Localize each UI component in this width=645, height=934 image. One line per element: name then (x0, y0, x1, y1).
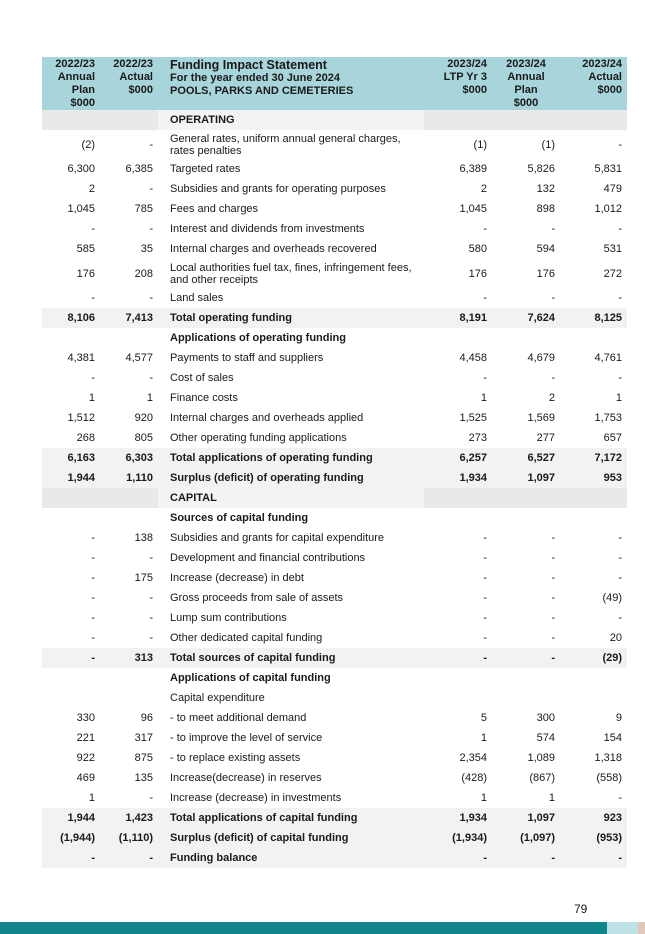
cell-2022-actual: - (149, 223, 153, 235)
cell-2022-actual: 135 (134, 772, 153, 784)
cell-2022-plan: - (91, 592, 95, 604)
cell-ltp: 4,458 (459, 352, 487, 364)
cell-2023-plan: - (551, 552, 555, 564)
table-row (42, 328, 627, 348)
cell-description: Sources of capital funding (170, 512, 309, 524)
cell-description: Targeted rates (170, 163, 241, 175)
cell-2023-actual: 479 (603, 183, 622, 195)
cell-description: Land sales (170, 292, 224, 304)
cell-2022-actual: - (149, 138, 153, 151)
cell-ltp: 1 (480, 792, 487, 804)
cell-description: Total applications of capital funding (170, 812, 358, 824)
cell-2022-actual: - (149, 852, 153, 864)
cell-2023-plan: 1,089 (527, 752, 555, 764)
cell-2022-actual: 317 (134, 732, 153, 744)
cell-description: Funding balance (170, 852, 258, 864)
table-row (42, 688, 627, 708)
cell-2023-actual: 20 (609, 632, 622, 644)
cell-description: Lump sum contributions (170, 612, 287, 624)
cell-2022-plan: - (91, 632, 95, 644)
cell-2023-plan: - (551, 852, 555, 864)
cell-description: Interest and dividends from investments (170, 223, 365, 235)
cell-description: - to replace existing assets (170, 752, 301, 764)
cell-2022-plan: (1,944) (60, 832, 95, 844)
cell-2023-plan: (1,097) (520, 832, 555, 844)
cell-2023-actual: - (618, 292, 622, 304)
cell-2023-actual: - (618, 792, 622, 804)
cell-description: Development and financial contributions (170, 552, 366, 564)
footer-bar-accent-2 (638, 922, 645, 934)
cell-2022-actual: 875 (134, 752, 153, 764)
cell-2022-actual: 785 (134, 203, 153, 215)
table-title: Funding Impact Statement (170, 58, 327, 72)
cell-2022-actual: 1,423 (125, 812, 153, 824)
cell-2022-plan: - (91, 292, 95, 304)
cell-description: Increase (decrease) in debt (170, 572, 304, 584)
cell-2022-plan: - (91, 223, 95, 235)
cell-description: Internal charges and overheads applied (170, 412, 364, 424)
cell-2023-actual: 953 (603, 472, 622, 484)
cell-ltp: - (483, 592, 487, 604)
cell-2023-actual: 531 (603, 243, 622, 255)
cell-description: - to improve the level of service (170, 732, 323, 744)
activity-name: POOLS, PARKS AND CEMETERIES (170, 85, 354, 97)
cell-2022-plan: 2 (88, 183, 95, 195)
cell-2023-plan: - (551, 612, 555, 624)
cell-description: Finance costs (170, 392, 238, 404)
cell-description: Increase (decrease) in investments (170, 792, 342, 804)
table-row (42, 388, 627, 408)
cell-2023-actual: - (618, 552, 622, 564)
cell-2023-plan: 594 (536, 243, 555, 255)
table-row (42, 828, 627, 848)
table-row (42, 568, 627, 588)
cell-2023-plan: - (551, 292, 555, 304)
table-row (42, 288, 627, 308)
cell-description: Applications of capital funding (170, 672, 331, 684)
table-row (42, 219, 627, 239)
cell-2022-actual: (1,110) (118, 832, 153, 844)
cell-2022-plan: - (91, 612, 95, 624)
cell-2023-plan: 132 (536, 183, 555, 195)
cell-2023-plan: 7,624 (527, 312, 555, 324)
cell-2023-actual: (49) (602, 592, 622, 604)
table-row (42, 308, 627, 328)
cell-ltp: 6,389 (459, 163, 487, 175)
cell-2022-actual: - (149, 612, 153, 624)
cell-ltp: 6,257 (459, 452, 487, 464)
cell-2022-plan: 585 (76, 243, 95, 255)
cell-description: Total applications of operating funding (170, 452, 373, 464)
header-col-2023-actual: 2023/24 Actual $000 (582, 58, 622, 96)
cell-ltp: 176 (468, 267, 487, 280)
table-subtitle: For the year ended 30 June 2024 (170, 72, 340, 84)
cell-ltp: - (483, 652, 487, 664)
cell-ltp: - (483, 532, 487, 544)
cell-2023-actual: (558) (596, 772, 622, 784)
table-body (42, 110, 627, 868)
cell-description: Payments to staff and suppliers (170, 352, 324, 364)
cell-ltp: - (483, 852, 487, 864)
cell-description: Subsidies and grants for operating purposes (170, 183, 386, 195)
cell-2023-actual: - (618, 138, 622, 151)
page-number: 79 (574, 902, 588, 916)
cell-2023-actual: 9 (615, 712, 622, 724)
cell-2023-actual: 657 (603, 432, 622, 444)
footer-bar-accent (607, 922, 638, 934)
cell-2023-plan: 176 (536, 267, 555, 280)
cell-ltp: 580 (468, 243, 487, 255)
cell-description: Capital expenditure (170, 692, 265, 704)
cell-2023-actual: - (618, 572, 622, 584)
cell-2022-plan: 1 (88, 792, 95, 804)
cell-2022-actual: - (149, 292, 153, 304)
cell-2023-plan: 5,826 (527, 163, 555, 175)
cell-ltp: - (483, 372, 487, 384)
header-col-2022-actual: 2022/23 Actual $000 (113, 58, 153, 96)
header-col-ltp: 2023/24 LTP Yr 3 $000 (443, 58, 487, 96)
cell-ltp: (1,934) (452, 832, 487, 844)
cell-2023-actual: - (618, 852, 622, 864)
cell-2022-actual: 175 (134, 572, 153, 584)
cell-ltp: - (483, 223, 487, 235)
table-row (42, 648, 627, 668)
cell-2022-plan: - (91, 552, 95, 564)
cell-2022-actual: - (149, 632, 153, 644)
cell-2023-plan: 4,679 (527, 352, 555, 364)
table-row (42, 768, 627, 788)
table-row (42, 808, 627, 828)
section-row (42, 110, 627, 130)
section-label: OPERATING (158, 110, 424, 130)
cell-description: Internal charges and overheads recovered (170, 243, 377, 255)
cell-ltp: 1 (480, 732, 487, 744)
cell-ltp: 2,354 (459, 752, 487, 764)
cell-2023-actual: 5,831 (594, 163, 622, 175)
cell-2023-plan: - (551, 223, 555, 235)
table-row (42, 159, 627, 179)
table-row (42, 728, 627, 748)
cell-2023-actual: 154 (603, 732, 622, 744)
cell-2023-actual: 1,318 (594, 752, 622, 764)
header-col-2023-plan: 2023/24 Annual Plan $000 (506, 58, 546, 109)
table-row (42, 468, 627, 488)
cell-2022-plan: 1,045 (67, 203, 95, 215)
cell-2022-plan: 176 (76, 267, 95, 280)
cell-ltp: - (483, 552, 487, 564)
cell-description: Local authorities fuel tax, fines, infringement fees, and other receipts (170, 261, 412, 286)
table-row (42, 528, 627, 548)
cell-2022-plan: 6,300 (67, 163, 95, 175)
cell-2023-actual: 1 (615, 392, 622, 404)
cell-2022-plan: 1 (88, 392, 95, 404)
cell-2023-plan: 574 (536, 732, 555, 744)
cell-2022-plan: 469 (76, 772, 95, 784)
cell-2023-plan: - (551, 532, 555, 544)
cell-2022-actual: 96 (140, 712, 153, 724)
cell-ltp: 5 (480, 712, 487, 724)
cell-2022-actual: 1 (146, 392, 153, 404)
section-label: CAPITAL (158, 488, 424, 508)
cell-description: Other operating funding applications (170, 432, 347, 444)
table-row (42, 508, 627, 528)
cell-2023-plan: 300 (536, 712, 555, 724)
cell-ltp: 1,525 (459, 412, 487, 424)
cell-2023-actual: 4,761 (594, 352, 622, 364)
cell-2022-plan: 330 (76, 712, 95, 724)
cell-2022-actual: 208 (134, 267, 153, 280)
cell-2022-plan: - (91, 372, 95, 384)
cell-2023-plan: 1 (548, 792, 555, 804)
cell-description: General rates, uniform annual general charges, rates penalties (170, 132, 401, 157)
funding-impact-table (42, 57, 627, 868)
table-row (42, 179, 627, 199)
cell-2022-actual: - (149, 792, 153, 804)
cell-2023-actual: - (618, 612, 622, 624)
cell-description: Total operating funding (170, 312, 292, 324)
cell-description: Applications of operating funding (170, 332, 346, 344)
header-title-block (158, 57, 424, 110)
cell-2022-plan: 8,106 (67, 312, 95, 324)
cell-description: Subsidies and grants for capital expenditure (170, 532, 385, 544)
cell-2022-actual: 4,577 (125, 352, 153, 364)
cell-2023-actual: - (618, 223, 622, 235)
cell-ltp: - (483, 612, 487, 624)
table-row (42, 588, 627, 608)
cell-ltp: 1,934 (459, 812, 487, 824)
cell-2023-actual: (953) (596, 832, 622, 844)
cell-2022-actual: - (149, 372, 153, 384)
cell-2023-actual: 1,012 (594, 203, 622, 215)
cell-description: Surplus (deficit) of operating funding (170, 472, 364, 484)
cell-2023-plan: 6,527 (527, 452, 555, 464)
cell-2023-plan: - (551, 572, 555, 584)
cell-2023-plan: (867) (529, 772, 555, 784)
footer-bar (0, 922, 607, 934)
cell-2023-plan: - (551, 632, 555, 644)
table-row (42, 708, 627, 728)
cell-2023-plan: - (551, 592, 555, 604)
cell-description: Surplus (deficit) of capital funding (170, 832, 349, 844)
table-row (42, 408, 627, 428)
cell-2022-plan: 1,512 (67, 412, 95, 424)
cell-2022-plan: 268 (76, 432, 95, 444)
cell-2023-actual: 1,753 (594, 412, 622, 424)
table-row (42, 348, 627, 368)
cell-ltp: 1 (480, 392, 487, 404)
table-header (42, 57, 627, 110)
cell-ltp: (428) (461, 772, 487, 784)
cell-description: Increase(decrease) in reserves (170, 772, 322, 784)
cell-ltp: 1,934 (459, 472, 487, 484)
table-row (42, 130, 627, 159)
table-row (42, 668, 627, 688)
cell-2023-actual: 272 (603, 267, 622, 280)
cell-ltp: (1) (473, 138, 487, 151)
cell-description: - to meet additional demand (170, 712, 307, 724)
table-row (42, 748, 627, 768)
cell-description: Other dedicated capital funding (170, 632, 323, 644)
cell-2022-actual: 313 (134, 652, 153, 664)
cell-ltp: 2 (480, 183, 487, 195)
table-row (42, 199, 627, 219)
cell-ltp: 1,045 (459, 203, 487, 215)
table-row (42, 259, 627, 288)
header-col-2022-plan: 2022/23 Annual Plan $000 (55, 58, 95, 109)
cell-description: Cost of sales (170, 372, 234, 384)
cell-2023-plan: 1,097 (527, 812, 555, 824)
cell-2022-plan: (2) (81, 138, 95, 151)
cell-2022-actual: 920 (134, 412, 153, 424)
cell-description: Total sources of capital funding (170, 652, 336, 664)
cell-2022-plan: - (91, 652, 95, 664)
cell-2023-actual: (29) (602, 652, 622, 664)
cell-2022-actual: 7,413 (125, 312, 153, 324)
cell-2023-actual: 923 (603, 812, 622, 824)
cell-2023-plan: - (551, 372, 555, 384)
cell-2022-actual: 138 (134, 532, 153, 544)
table-row (42, 428, 627, 448)
cell-2022-actual: 35 (140, 243, 153, 255)
cell-2023-plan: 898 (536, 203, 555, 215)
cell-2023-plan: (1) (541, 138, 555, 151)
cell-2023-actual: 8,125 (594, 312, 622, 324)
cell-2022-actual: - (149, 552, 153, 564)
cell-2022-plan: 6,163 (67, 452, 95, 464)
cell-2022-plan: 221 (76, 732, 95, 744)
cell-2022-plan: - (91, 532, 95, 544)
cell-2023-plan: 2 (548, 392, 555, 404)
table-row (42, 788, 627, 808)
table-row (42, 239, 627, 259)
table-row (42, 628, 627, 648)
section-row (42, 488, 627, 508)
cell-ltp: 273 (468, 432, 487, 444)
cell-2023-actual: - (618, 372, 622, 384)
cell-2022-plan: - (91, 852, 95, 864)
cell-2023-plan: - (551, 652, 555, 664)
cell-description: Fees and charges (170, 203, 259, 215)
cell-2022-plan: 1,944 (67, 472, 95, 484)
cell-2023-actual: - (618, 532, 622, 544)
table-row (42, 848, 627, 868)
cell-2022-actual: - (149, 592, 153, 604)
cell-description: Gross proceeds from sale of assets (170, 592, 344, 604)
cell-2022-actual: 6,303 (125, 452, 153, 464)
cell-2023-plan: 277 (536, 432, 555, 444)
cell-2023-plan: 1,569 (527, 412, 555, 424)
table-row (42, 448, 627, 468)
cell-2022-plan: 4,381 (67, 352, 95, 364)
cell-2023-actual: 7,172 (594, 452, 622, 464)
cell-2022-plan: - (91, 572, 95, 584)
cell-2022-plan: 1,944 (67, 812, 95, 824)
cell-2023-plan: 1,097 (527, 472, 555, 484)
table-row (42, 368, 627, 388)
table-row (42, 608, 627, 628)
cell-ltp: - (483, 292, 487, 304)
cell-ltp: - (483, 632, 487, 644)
cell-2022-actual: 805 (134, 432, 153, 444)
cell-2022-actual: 6,385 (125, 163, 153, 175)
table-row (42, 548, 627, 568)
cell-ltp: - (483, 572, 487, 584)
cell-2022-actual: - (149, 183, 153, 195)
cell-ltp: 8,191 (459, 312, 487, 324)
cell-2022-plan: 922 (76, 752, 95, 764)
cell-2022-actual: 1,110 (126, 472, 153, 484)
